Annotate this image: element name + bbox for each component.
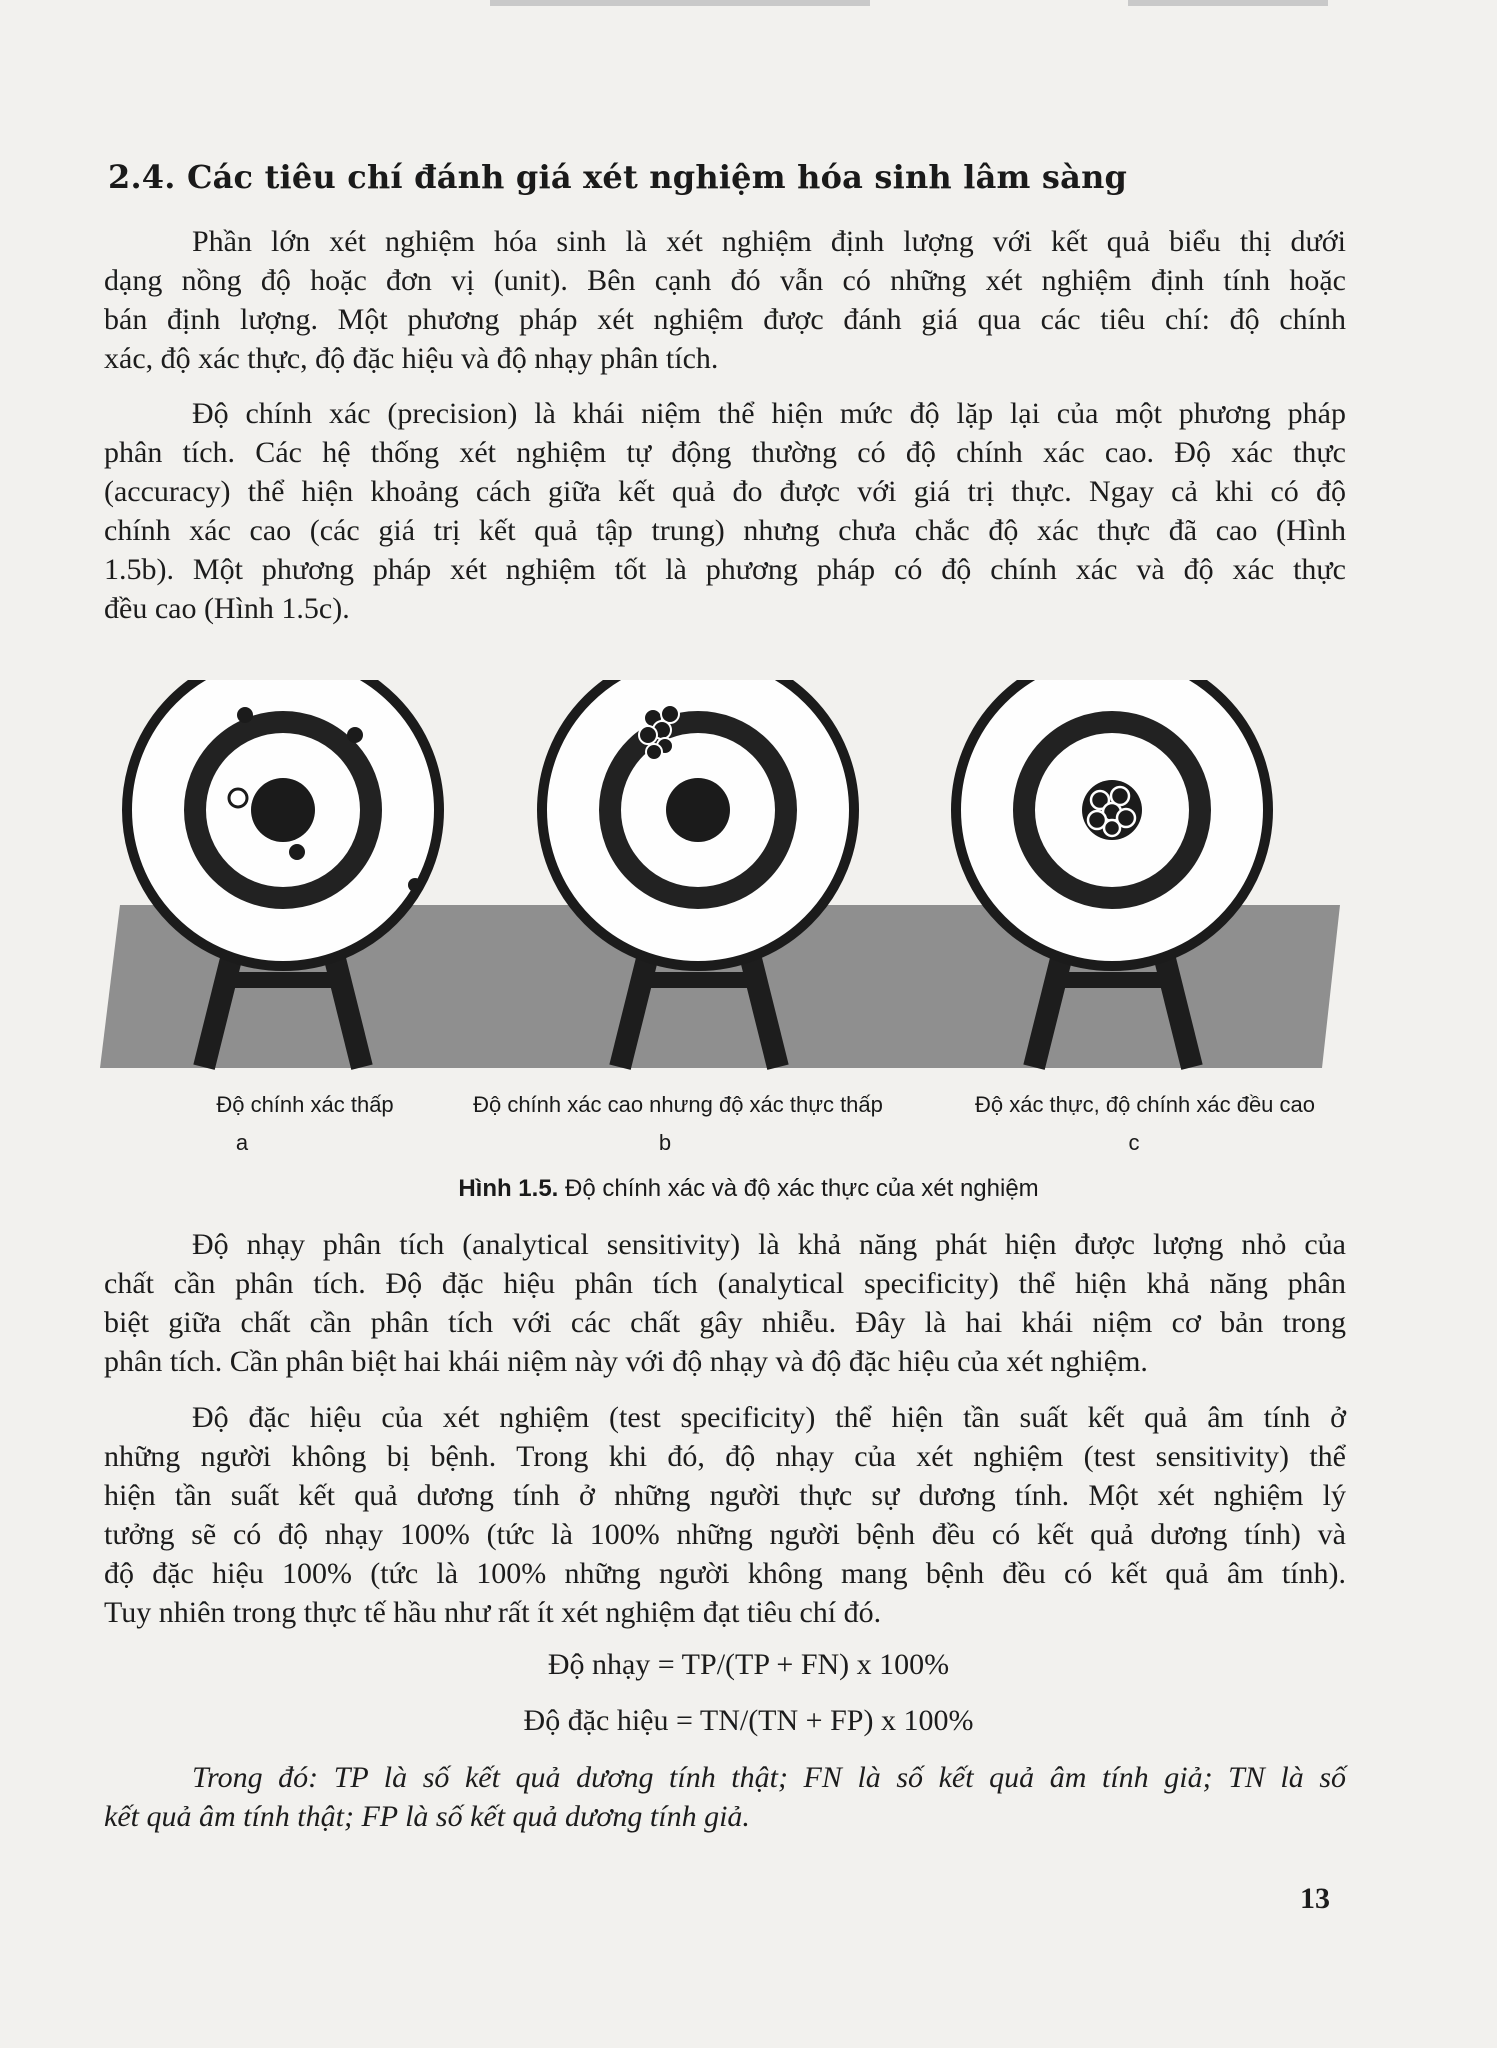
text-line: 1.5b). Một phương pháp xét nghiệm tốt là phương pháp có độ chính xác và độ xác thực xyxy=(104,553,1346,586)
figure-title xyxy=(0,1175,1497,1203)
text-line: (accuracy) thể hiện khoảng cách giữa kết quả đo được với giá trị thực. Ngay cả khi có độ xyxy=(104,475,1346,508)
text-line: Phần lớn xét nghiệm hóa sinh là xét nghiệm định lượng với kết quả biểu thị dưới xyxy=(192,225,1346,258)
scan-edge-mark xyxy=(1128,0,1328,6)
text-line: bán định lượng. Một phương pháp xét nghiệm được đánh giá qua các tiêu chí: độ chính xyxy=(104,303,1346,336)
letter-a: a xyxy=(235,1130,249,1155)
text-line: Độ nhạy phân tích (analytical sensitivity) là khả năng phát hiện được lượng nhỏ của xyxy=(192,1228,1346,1261)
text-line: đều cao (Hình 1.5c). xyxy=(104,592,350,625)
text-line: phân tích. Cần phân biệt hai khái niệm này với độ nhạy và độ đặc hiệu của xét nghiệm. xyxy=(104,1345,1148,1378)
letter-b: b xyxy=(658,1130,672,1155)
text-line: kết quả âm tính thật; FP là số kết quả dương tính giả. xyxy=(104,1800,750,1833)
page-number: 13 xyxy=(1300,1882,1330,1915)
scan-edge-mark xyxy=(490,0,870,6)
text-line: chính xác cao (các giá trị kết quả tập trung) nhưng chưa chắc độ xác thực đã cao (Hình xyxy=(104,514,1346,547)
text-line: tưởng sẽ có độ nhạy 100% (tức là 100% những người bệnh đều có kết quả dương tính) và xyxy=(104,1518,1346,1551)
text-line: chất cần phân tích. Độ đặc hiệu phân tích (analytical specificity) thể hiện khả năng phân xyxy=(104,1267,1346,1300)
paragraph-1 xyxy=(104,222,1346,378)
text-line: Độ đặc hiệu của xét nghiệm (test specificity) thể hiện tần suất kết quả âm tính ở xyxy=(192,1401,1346,1434)
text-line: biệt giữa chất cần phân tích với các chất gây nhiễu. Đây là hai khái niệm cơ bản trong xyxy=(104,1306,1346,1339)
caption-b: Độ chính xác cao nhưng độ xác thực thấp xyxy=(473,1092,883,1117)
letter-c: c xyxy=(1128,1130,1140,1155)
paragraph-4 xyxy=(104,1398,1346,1632)
text-line: dạng nồng độ hoặc đơn vị (unit). Bên cạnh đó vẫn có những xét nghiệm định tính hoặc xyxy=(104,264,1346,297)
targets-figure xyxy=(100,680,1340,1090)
text-line: xác, độ xác thực, độ đặc hiệu và độ nhạy phân tích. xyxy=(104,342,719,375)
text-line: độ đặc hiệu 100% (tức là 100% những người không mang bệnh đều có kết quả âm tính). xyxy=(104,1557,1346,1590)
text-line: phân tích. Các hệ thống xét nghiệm tự động thường có độ chính xác cao. Độ xác thực xyxy=(104,436,1346,469)
figure-title-text: Độ chính xác và độ xác thực của xét nghiệm xyxy=(558,1175,1039,1202)
formula-note xyxy=(104,1758,1346,1836)
text-line: Tuy nhiên trong thực tế hầu như rất ít xét nghiệm đạt tiêu chí đó. xyxy=(104,1596,882,1629)
text-line: Trong đó: TP là số kết quả dương tính thật; FN là số kết quả âm tính giả; TN là số xyxy=(192,1761,1346,1794)
caption-a: Độ chính xác thấp xyxy=(216,1092,394,1117)
section-heading: 2.4. Các tiêu chí đánh giá xét nghiệm hóa sinh lâm sàng xyxy=(108,158,1128,196)
paragraph-3 xyxy=(104,1225,1346,1381)
formula-specificity: Độ đặc hiệu = TN/(TN + FP) x 100% xyxy=(523,1704,974,1737)
formula-sensitivity: Độ nhạy = TP/(TP + FN) x 100% xyxy=(547,1648,950,1681)
text-line: những người không bị bệnh. Trong khi đó, độ nhạy của xét nghiệm (test sensitivity) thể xyxy=(104,1440,1346,1473)
text-line: Độ chính xác (precision) là khái niệm thể hiện mức độ lặp lại của một phương pháp xyxy=(192,397,1346,430)
figure-number: Hình 1.5. xyxy=(458,1175,559,1202)
text-line: hiện tần suất kết quả dương tính ở những người thực sự dương tính. Một xét nghiệm lý xyxy=(104,1479,1346,1512)
caption-c: Độ xác thực, độ chính xác đều cao xyxy=(974,1092,1316,1117)
paragraph-2 xyxy=(104,394,1346,628)
